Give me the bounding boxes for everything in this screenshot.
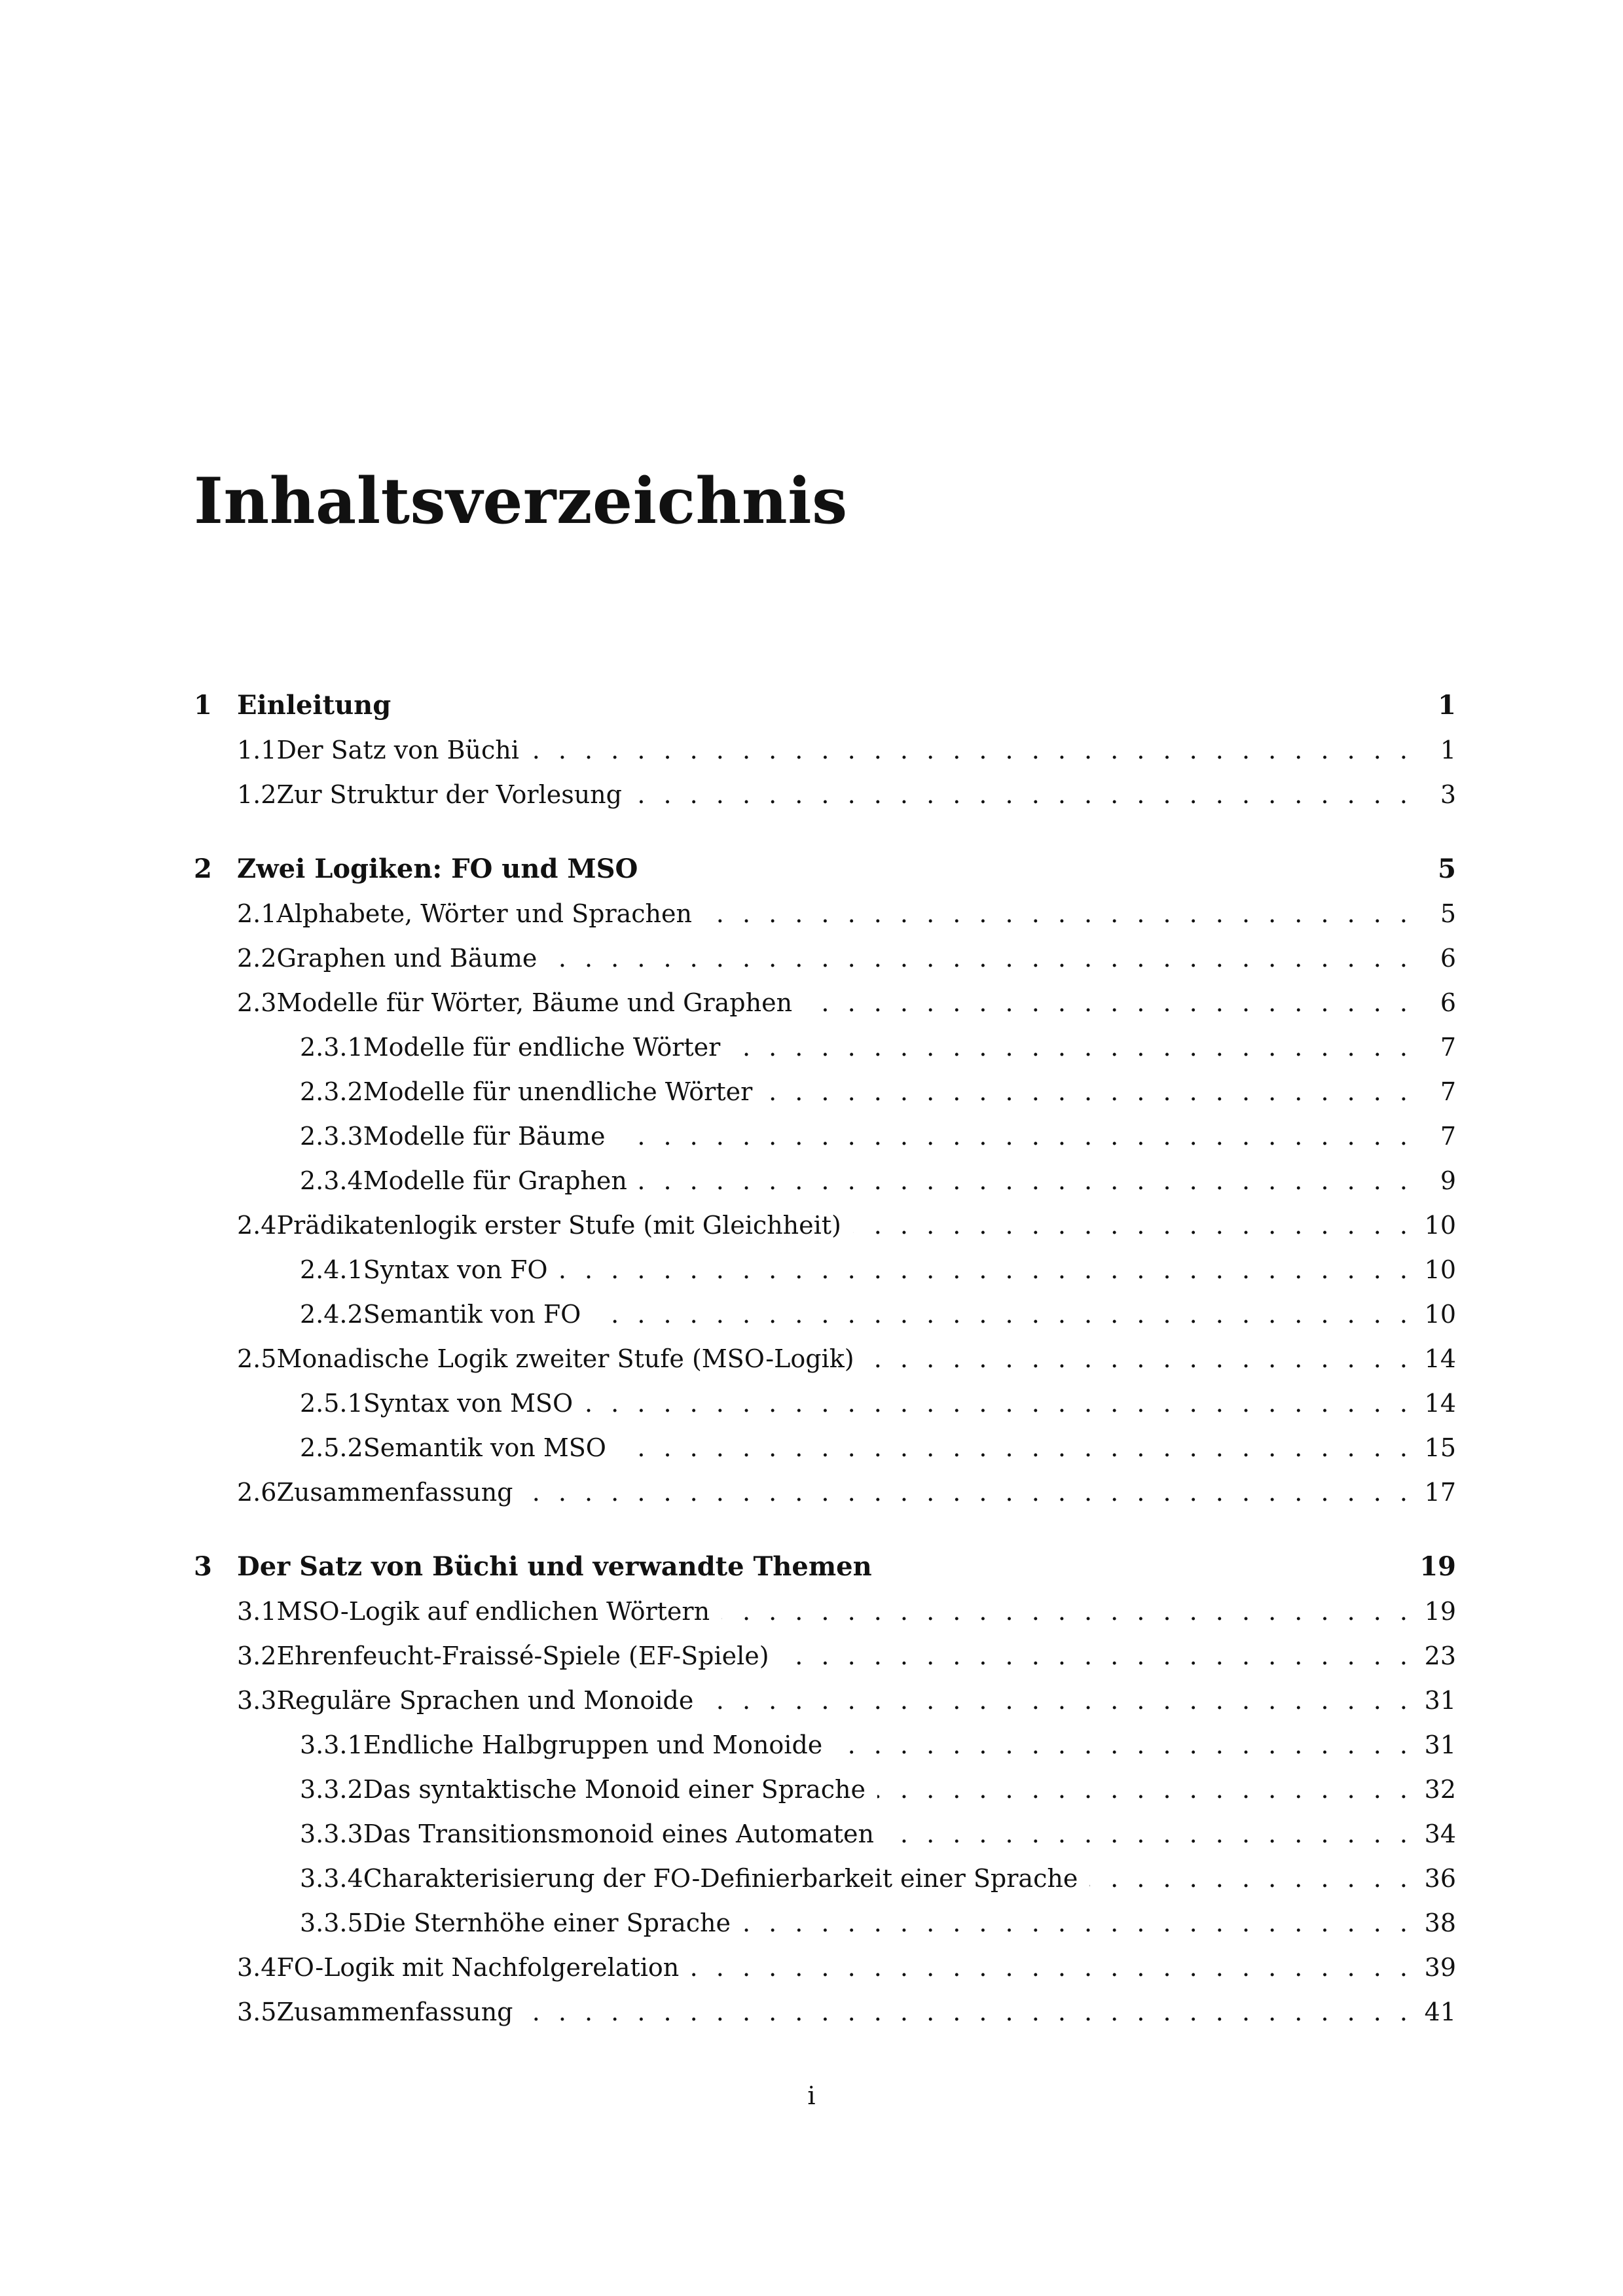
page-number: i [807, 2081, 816, 2110]
toc-entry-row[interactable] [300, 1905, 1456, 1941]
toc-entry-row[interactable] [237, 895, 1456, 932]
toc-entry-row[interactable] [300, 1251, 1456, 1288]
toc-entry-row[interactable] [300, 1118, 1456, 1155]
toc-entry-title: Einleitung [237, 690, 392, 721]
toc-dot-leader [593, 1296, 1408, 1333]
toc-entry-row[interactable] [237, 1682, 1456, 1719]
toc-entry-number: 1.1 [237, 736, 277, 764]
toc-entry-page: 14 [1424, 1389, 1456, 1418]
toc-entry-title: Alphabete, Wörter und Sprachen [276, 895, 704, 932]
toc-entry-page: 41 [1424, 1998, 1456, 2026]
toc-dot-leader [634, 776, 1408, 813]
toc-entry-row[interactable] [300, 1162, 1456, 1199]
toc-dot-leader [781, 1638, 1408, 1674]
toc-entry-number: 2.4.2 [300, 1300, 363, 1329]
toc-entry-title: Der Satz von Büchi und verwandte Themen [237, 1551, 872, 1582]
toc-entry-page: 5 [1440, 899, 1456, 928]
toc-entry-title: Modelle für Graphen [363, 1162, 639, 1199]
toc-dot-leader [721, 1593, 1408, 1630]
toc-entry-number: 2.1 [237, 899, 277, 928]
toc-entry-title: Modelle für endliche Wörter [363, 1029, 733, 1066]
toc-entry-number: 3 [194, 1551, 212, 1582]
toc-entry-row[interactable] [237, 1638, 1456, 1674]
toc-dot-leader [704, 895, 1408, 932]
toc-entry-page: 9 [1440, 1166, 1456, 1195]
toc-entry-title: MSO-Logik auf endlichen Wörtern [276, 1593, 721, 1630]
toc-entry-number: 3.3 [237, 1686, 277, 1715]
toc-entry-title: Prädikatenlogik erster Stufe (mit Gleichheit) [276, 1207, 852, 1244]
toc-entry-page: 10 [1424, 1211, 1456, 1240]
toc-entry-title: Zur Struktur der Vorlesung [276, 776, 634, 813]
toc-entry-row[interactable] [237, 1340, 1456, 1377]
toc-entry-title: Das Transitionsmonoid eines Automaten [363, 1816, 886, 1852]
toc-entry-title: Semantik von FO [363, 1296, 593, 1333]
toc-entry-title: Monadische Logik zweiter Stufe (MSO-Logik) [276, 1340, 866, 1377]
toc-entry-row[interactable] [237, 732, 1456, 768]
toc-entry-number: 3.3.5 [300, 1909, 363, 1937]
toc-dot-leader [705, 1682, 1408, 1719]
toc-dot-leader [866, 1340, 1408, 1377]
toc-chapter-row[interactable] [194, 851, 1456, 888]
toc-entry-page: 7 [1440, 1033, 1456, 1062]
toc-entry-number: 2.5.1 [300, 1389, 363, 1418]
toc-entry-row[interactable] [237, 776, 1456, 813]
toc-entry-page: 10 [1424, 1255, 1456, 1284]
toc-entry-page: 1 [1440, 736, 1456, 764]
toc-entry-page: 32 [1424, 1775, 1456, 1804]
toc-entry-page: 38 [1424, 1909, 1456, 1937]
toc-entry-number: 2 [194, 853, 212, 884]
toc-entry-number: 3.3.2 [300, 1775, 363, 1804]
toc-entry-page: 23 [1424, 1641, 1456, 1670]
toc-entry-number: 2.3.1 [300, 1033, 363, 1062]
toc-entry-number: 2.3 [237, 988, 277, 1017]
toc-dot-leader [853, 1207, 1408, 1244]
toc-entry-title: Semantik von MSO [363, 1429, 618, 1466]
toc-dot-leader [525, 1474, 1408, 1511]
toc-entry-row[interactable] [237, 1593, 1456, 1630]
toc-entry-number: 2.5.2 [300, 1433, 363, 1462]
toc-dot-leader [742, 1905, 1408, 1941]
toc-entry-number: 1 [194, 690, 212, 721]
toc-entry-page: 10 [1424, 1300, 1456, 1329]
toc-entry-number: 2.3.3 [300, 1122, 363, 1151]
toc-entry-title: Zwei Logiken: FO und MSO [237, 853, 638, 884]
toc-entry-title: Syntax von FO [363, 1251, 560, 1288]
toc-entry-title: Syntax von MSO [363, 1385, 585, 1422]
toc-entry-number: 3.1 [237, 1597, 277, 1626]
toc-dot-leader [560, 1251, 1408, 1288]
toc-entry-number: 2.3.2 [300, 1077, 363, 1106]
toc-entry-title: Charakterisierung der FO-Definierbarkeit einer Sprache [363, 1860, 1090, 1897]
page-title: Inhaltsverzeichnis [194, 464, 848, 538]
toc-entry-page: 7 [1440, 1077, 1456, 1106]
toc-entry-number: 2.6 [237, 1478, 277, 1507]
toc-entry-number: 2.3.4 [300, 1166, 363, 1195]
toc-dot-leader [617, 1118, 1408, 1155]
toc-entry-page: 19 [1424, 1597, 1456, 1626]
toc-dot-leader [732, 1029, 1408, 1066]
toc-entry-row[interactable] [237, 1994, 1456, 2030]
toc-dot-leader [764, 1073, 1408, 1110]
toc-entry-page: 15 [1424, 1433, 1456, 1462]
toc-dot-leader [886, 1816, 1408, 1852]
toc-dot-leader [525, 1994, 1408, 2030]
toc-entry-title: FO-Logik mit Nachfolgerelation [276, 1949, 691, 1986]
toc-entry-row[interactable] [300, 1073, 1456, 1110]
toc-entry-page: 19 [1419, 1551, 1456, 1582]
toc-entry-title: Zusammenfassung [276, 1994, 524, 2030]
toc-dot-leader [834, 1727, 1408, 1763]
toc-entry-title: Modelle für unendliche Wörter [363, 1073, 765, 1110]
toc-entry-number: 1.2 [237, 780, 277, 809]
toc-dot-leader [618, 1429, 1408, 1466]
toc-entry-number: 3.3.1 [300, 1731, 363, 1759]
toc-entry-number: 3.5 [237, 1998, 277, 2026]
toc-entry-row[interactable] [237, 1949, 1456, 1986]
toc-dot-leader [549, 940, 1408, 977]
toc-entry-page: 36 [1424, 1864, 1456, 1893]
toc-entry-page: 31 [1424, 1731, 1456, 1759]
toc-entry-page: 1 [1438, 690, 1456, 721]
toc-entry-title: Reguläre Sprachen und Monoide [276, 1682, 705, 1719]
toc-entry-page: 31 [1424, 1686, 1456, 1715]
toc-entry-page: 3 [1440, 780, 1456, 809]
toc-entry-row[interactable] [237, 1474, 1456, 1511]
toc-dot-leader [804, 984, 1408, 1021]
toc-entry-row[interactable] [237, 984, 1456, 1021]
toc-entry-page: 14 [1424, 1344, 1456, 1373]
toc-entry-row[interactable] [300, 1860, 1456, 1897]
toc-entry-number: 2.5 [237, 1344, 277, 1373]
toc-entry-row[interactable] [300, 1816, 1456, 1852]
toc-dot-leader [691, 1949, 1408, 1986]
toc-entry-title: Graphen und Bäume [276, 940, 549, 977]
toc-entry-row[interactable] [300, 1727, 1456, 1763]
toc-entry-row[interactable] [300, 1385, 1456, 1422]
toc-entry-title: Modelle für Wörter, Bäume und Graphen [276, 984, 804, 1021]
toc-entry-row[interactable] [300, 1429, 1456, 1466]
toc-entry-page: 7 [1440, 1122, 1456, 1151]
toc-entry-page: 34 [1424, 1820, 1456, 1848]
toc-entry-title: Der Satz von Büchi [276, 732, 530, 768]
toc-entry-page: 5 [1438, 853, 1456, 884]
toc-entry-number: 3.2 [237, 1641, 277, 1670]
toc-entry-number: 3.4 [237, 1953, 277, 1982]
toc-dot-leader [585, 1385, 1408, 1422]
toc-dot-leader [1089, 1860, 1408, 1897]
toc-entry-row[interactable] [237, 1207, 1456, 1244]
toc-entry-row[interactable] [237, 940, 1456, 977]
toc-chapter-row[interactable] [194, 687, 1456, 724]
toc-entry-page: 17 [1424, 1478, 1456, 1507]
toc-entry-number: 2.4 [237, 1211, 277, 1240]
toc-entry-title: Endliche Halbgruppen und Monoide [363, 1727, 835, 1763]
toc-entry-number: 3.3.3 [300, 1820, 363, 1848]
toc-entry-title: Modelle für Bäume [363, 1118, 617, 1155]
toc-entry-page: 6 [1440, 988, 1456, 1017]
toc-dot-leader [531, 732, 1408, 768]
toc-entry-title: Die Sternhöhe einer Sprache [363, 1905, 742, 1941]
toc-entry-title: Zusammenfassung [276, 1474, 524, 1511]
toc-entry-row[interactable] [300, 1771, 1456, 1808]
toc-entry-row[interactable] [300, 1296, 1456, 1333]
toc-dot-leader [639, 1162, 1408, 1199]
toc-entry-title: Das syntaktische Monoid einer Sprache [363, 1771, 877, 1808]
toc-entry-page: 39 [1424, 1953, 1456, 1982]
toc-dot-leader [877, 1771, 1408, 1808]
toc-entry-number: 3.3.4 [300, 1864, 363, 1893]
toc-chapter-row[interactable] [194, 1549, 1456, 1585]
toc-entry-title: Ehrenfeucht-Fraissé-Spiele (EF-Spiele) [276, 1638, 780, 1674]
toc-entry-row[interactable] [300, 1029, 1456, 1066]
toc-entry-page: 6 [1440, 944, 1456, 973]
toc-entry-number: 2.4.1 [300, 1255, 363, 1284]
toc-entry-number: 2.2 [237, 944, 277, 973]
